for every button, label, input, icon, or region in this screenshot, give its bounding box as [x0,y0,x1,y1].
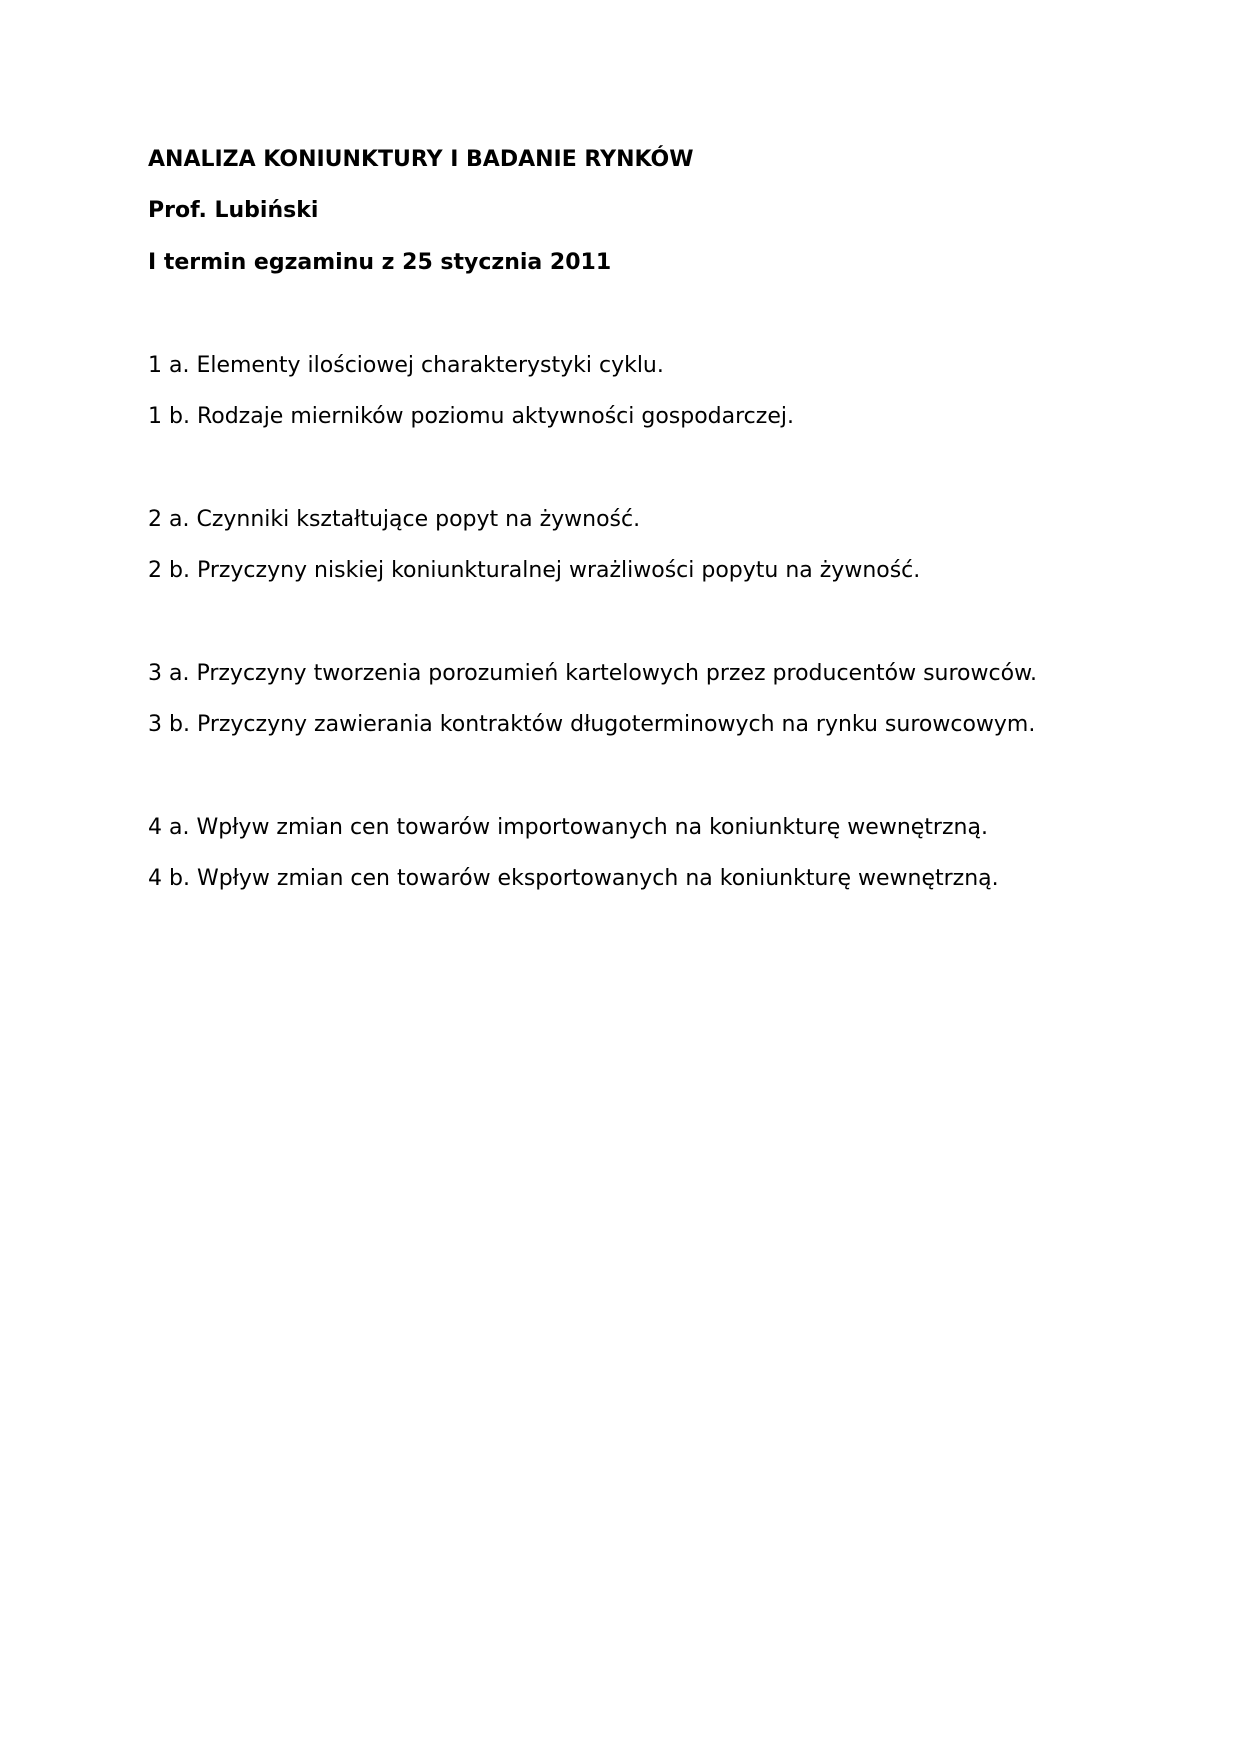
exam-date: I termin egzaminu z 25 stycznia 2011 [148,250,612,275]
question-3a: 3 a. Przyczyny tworzenia porozumień kartelowych przez producentów surowców. [148,661,1038,686]
question-4b: 4 b. Wpływ zmian cen towarów eksportowanych na koniunkturę wewnętrzną. [148,866,999,891]
question-2a: 2 a. Czynniki kształtujące popyt na żywność. [148,507,641,532]
professor-name: Prof. Lubiński [148,198,319,223]
question-2b: 2 b. Przyczyny niskiej koniunkturalnej wrażliwości popytu na żywność. [148,558,921,583]
question-1a: 1 a. Elementy ilościowej charakterystyki cyklu. [148,353,664,378]
question-4a: 4 a. Wpływ zmian cen towarów importowanych na koniunkturę wewnętrzną. [148,815,988,840]
document-title: ANALIZA KONIUNKTURY I BADANIE RYNKÓW [148,147,694,172]
question-1b: 1 b. Rodzaje mierników poziomu aktywności gospodarczej. [148,404,794,429]
question-3b: 3 b. Przyczyny zawierania kontraktów długoterminowych na rynku surowcowym. [148,712,1036,737]
